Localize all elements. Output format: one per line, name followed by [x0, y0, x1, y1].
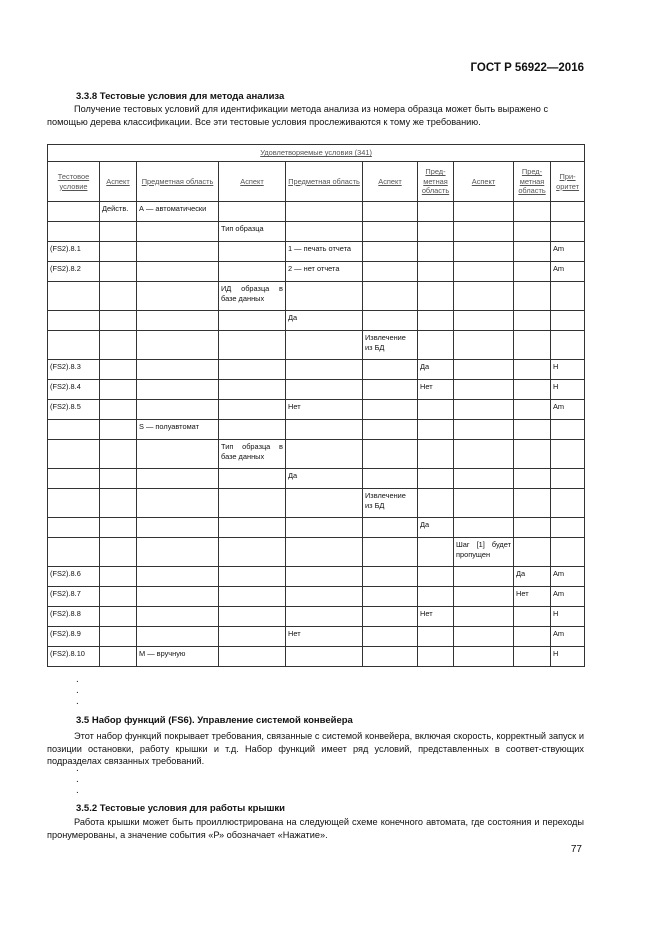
table-column-header: Предметная область: [137, 162, 219, 202]
table-cell: [286, 282, 363, 311]
table-cell: Am: [551, 627, 585, 647]
table-row: [48, 607, 585, 627]
table-cell: [418, 400, 454, 420]
table-cell: [454, 587, 514, 607]
table-cell: S — полуавтомат: [137, 420, 219, 440]
table-cell: [100, 627, 137, 647]
table-cell: [137, 607, 219, 627]
table-cell: H: [551, 607, 585, 627]
table-cell: [286, 331, 363, 360]
table-column-header: Аспект: [363, 162, 418, 202]
table-cell: (FS2).8.7: [48, 587, 100, 607]
table-cell: [363, 607, 418, 627]
section-3-3-8-heading: 3.3.8 Тестовые условия для метода анализа: [76, 91, 285, 102]
ellipsis-dot: .: [76, 763, 79, 774]
table-cell: [418, 242, 454, 262]
table-cell: [418, 311, 454, 331]
table-cell: [418, 538, 454, 567]
table-cell: [551, 420, 585, 440]
table-cell: [286, 202, 363, 222]
table-cell: [286, 567, 363, 587]
table-cell: [48, 469, 100, 489]
table-cell: H: [551, 647, 585, 667]
test-conditions-table: [47, 144, 585, 667]
table-cell: [286, 647, 363, 667]
table-cell: [48, 440, 100, 469]
table-cell: [48, 282, 100, 311]
table-cell: [514, 627, 551, 647]
table-cell: Нет: [418, 380, 454, 400]
table-cell: [418, 489, 454, 518]
table-cell: [551, 282, 585, 311]
table-cell: [454, 489, 514, 518]
table-cell: Да: [286, 311, 363, 331]
table-cell: [219, 538, 286, 567]
table-cell: (FS2).8.1: [48, 242, 100, 262]
table-cell: (FS2).8.2: [48, 262, 100, 282]
table-cell: (FS2).8.4: [48, 380, 100, 400]
table-cell: [514, 647, 551, 667]
table-cell: [137, 282, 219, 311]
table-cell: Нет: [286, 400, 363, 420]
table-cell: [514, 420, 551, 440]
table-cell: [286, 380, 363, 400]
table-cell: [363, 518, 418, 538]
table-row: [48, 282, 585, 311]
table-cell: [100, 262, 137, 282]
table-cell: [100, 440, 137, 469]
section-3-5-2-paragraph: Работа крышки может быть проиллюстрирована на следующей схеме конечного автомата, где состояния и переходы пронумерованы, а значение события «Р» обозначает «Нажатие».: [47, 817, 584, 840]
table-cell: 1 — печать отчета: [286, 242, 363, 262]
table-cell: [514, 282, 551, 311]
table-cell: [363, 440, 418, 469]
table-cell: [219, 489, 286, 518]
table-cell: [100, 647, 137, 667]
table-cell: [418, 627, 454, 647]
table-cell: [137, 311, 219, 331]
section-3-3-8-paragraph: Получение тестовых условий для идентификации метода анализа из номера образца может быть выражено с помощью дерева классификации. Все эти тестовые условия прослеживаются к тому же требованию.: [47, 104, 549, 127]
table-body: [48, 202, 585, 667]
table-cell: [100, 469, 137, 489]
table-cell: [219, 647, 286, 667]
table-cell: [418, 282, 454, 311]
table-cell: [418, 647, 454, 667]
table-cell: [219, 331, 286, 360]
table-cell: [137, 627, 219, 647]
table-column-header: Аспект: [454, 162, 514, 202]
ellipsis-dot: .: [76, 696, 79, 707]
table-row: [48, 489, 585, 518]
table-cell: [514, 360, 551, 380]
table-cell: [100, 331, 137, 360]
table-row: [48, 242, 585, 262]
table-cell: [286, 420, 363, 440]
table-cell: [514, 518, 551, 538]
table-cell: [551, 202, 585, 222]
table-row: [48, 538, 585, 567]
table-cell: [363, 360, 418, 380]
table-cell: [100, 538, 137, 567]
table-cell: [363, 222, 418, 242]
table-cell: [286, 222, 363, 242]
document-standard-header: ГОСТ Р 56922—2016: [470, 62, 584, 74]
table-cell: Шаг [1] будет пропущен: [454, 538, 514, 567]
table-cell: [363, 311, 418, 331]
table-cell: ИД образца в базе данных: [219, 282, 286, 311]
table-cell: (FS2).8.10: [48, 647, 100, 667]
table-cell: Am: [551, 587, 585, 607]
table-cell: [418, 567, 454, 587]
table-cell: [137, 222, 219, 242]
table-cell: [454, 262, 514, 282]
table-cell: [219, 311, 286, 331]
table-cell: [137, 469, 219, 489]
table-cell: 2 — нет отчета: [286, 262, 363, 282]
table-column-header: Аспект: [219, 162, 286, 202]
table-cell: [286, 360, 363, 380]
table-cell: [363, 469, 418, 489]
table-row: [48, 222, 585, 242]
table-cell: (FS2).8.8: [48, 607, 100, 627]
table-cell: [363, 627, 418, 647]
table-cell: [454, 380, 514, 400]
table-row: [48, 262, 585, 282]
ellipsis-dot: .: [76, 685, 79, 696]
table-cell: [100, 587, 137, 607]
table-row: [48, 331, 585, 360]
table-cell: [514, 222, 551, 242]
table-cell: [363, 538, 418, 567]
table-cell: [137, 331, 219, 360]
table-row: [48, 647, 585, 667]
table-cell: [48, 202, 100, 222]
table-column-header: Предметная область: [286, 162, 363, 202]
table-cell: [514, 607, 551, 627]
table-column-header: Тестовое условие: [48, 162, 100, 202]
table-cell: [219, 587, 286, 607]
table-cell: [219, 202, 286, 222]
table-cell: [418, 587, 454, 607]
table-cell: [551, 222, 585, 242]
table-cell: Да: [514, 567, 551, 587]
table-cell: [418, 331, 454, 360]
ellipsis-dots: [76, 674, 79, 707]
table-cell: [219, 567, 286, 587]
table-cell: [219, 469, 286, 489]
table-cell: H: [551, 380, 585, 400]
table-cell: [219, 607, 286, 627]
table-cell: [363, 647, 418, 667]
table-cell: [418, 469, 454, 489]
table-cell: [363, 567, 418, 587]
table-cell: [551, 538, 585, 567]
table-cell: [551, 518, 585, 538]
table-cell: [137, 489, 219, 518]
table-cell: [418, 202, 454, 222]
table-cell: [100, 311, 137, 331]
table-cell: [514, 380, 551, 400]
table-cell: [100, 380, 137, 400]
table-cell: [363, 262, 418, 282]
table-cell: [219, 627, 286, 647]
table-cell: [514, 469, 551, 489]
table-cell: [363, 282, 418, 311]
table-cell: [454, 282, 514, 311]
table-cell: Действ.: [100, 202, 137, 222]
table-cell: [137, 360, 219, 380]
ellipsis-dot: .: [76, 785, 79, 796]
table-cell: Тип образца в базе данных: [219, 440, 286, 469]
table-column-header: Пред-метная область: [514, 162, 551, 202]
table-cell: [100, 567, 137, 587]
table-cell: Извлечение из БД: [363, 331, 418, 360]
table-cell: [286, 489, 363, 518]
table-cell: [454, 331, 514, 360]
table-cell: [48, 538, 100, 567]
table-cell: [48, 489, 100, 518]
table-cell: [514, 242, 551, 262]
table-cell: [454, 567, 514, 587]
table-row: [48, 518, 585, 538]
table-cell: [363, 380, 418, 400]
table-cell: [137, 400, 219, 420]
table-cell: [286, 440, 363, 469]
table-row: [48, 440, 585, 469]
table-cell: Извлечение из БД: [363, 489, 418, 518]
table-cell: H: [551, 360, 585, 380]
table-cell: [137, 538, 219, 567]
table-cell: [100, 360, 137, 380]
table-cell: [514, 331, 551, 360]
table-cell: [363, 420, 418, 440]
page-number: 77: [570, 844, 582, 855]
table-cell: [100, 282, 137, 311]
table-cell: (FS2).8.6: [48, 567, 100, 587]
table-cell: [454, 440, 514, 469]
section-3-5-2-heading: 3.5.2 Тестовые условия для работы крышки: [76, 803, 286, 814]
table-cell: [48, 518, 100, 538]
section-3-5-paragraph: Этот набор функций покрывает требования, связанные с системой конвейера, включая скорость, корректный запуск и позиции остановки, работу крышки и т.д. Набор функций имеет ряд условий, представленных в соответ-ствующих подразделах связанных требований.: [47, 731, 584, 766]
table-cell: [454, 607, 514, 627]
table-row: [48, 587, 585, 607]
table-cell: [514, 262, 551, 282]
table-cell: [137, 587, 219, 607]
table-cell: [100, 607, 137, 627]
table-cell: [454, 400, 514, 420]
table-cell: [219, 360, 286, 380]
table-cell: [219, 380, 286, 400]
table-cell: [551, 331, 585, 360]
ellipsis-dot: .: [76, 674, 79, 685]
table-cell: [48, 331, 100, 360]
table-cell: [137, 518, 219, 538]
table-cell: [100, 518, 137, 538]
table-row: [48, 400, 585, 420]
table-cell: [454, 627, 514, 647]
table-cell: [454, 420, 514, 440]
table-cell: [454, 647, 514, 667]
table-row: [48, 469, 585, 489]
table-column-header: Пред-метная область: [418, 162, 454, 202]
table-cell: [48, 311, 100, 331]
table-cell: (FS2).8.9: [48, 627, 100, 647]
table-cell: Am: [551, 242, 585, 262]
table-cell: [137, 242, 219, 262]
table-cell: Нет: [418, 607, 454, 627]
table-cell: [514, 400, 551, 420]
table-cell: [514, 440, 551, 469]
table-cell: [363, 400, 418, 420]
table-row: [48, 311, 585, 331]
table-cell: [454, 202, 514, 222]
table-row: [48, 380, 585, 400]
table-cell: [100, 420, 137, 440]
table-cell: [418, 262, 454, 282]
table-cell: [551, 469, 585, 489]
table-cell: [418, 222, 454, 242]
table-cell: [551, 311, 585, 331]
table-row: [48, 360, 585, 380]
table-cell: [363, 202, 418, 222]
table-cell: М — вручную: [137, 647, 219, 667]
table-cell: [219, 420, 286, 440]
table-cell: [48, 222, 100, 242]
table-cell: [219, 518, 286, 538]
table-cell: [514, 538, 551, 567]
table-row: [48, 202, 585, 222]
table-cell: [454, 222, 514, 242]
table-cell: (FS2).8.5: [48, 400, 100, 420]
table-cell: Да: [418, 518, 454, 538]
table-cell: Am: [551, 262, 585, 282]
table-column-header: Аспект: [100, 162, 137, 202]
table-cell: [514, 311, 551, 331]
table-cell: [286, 518, 363, 538]
table-cell: (FS2).8.3: [48, 360, 100, 380]
table-row: [48, 567, 585, 587]
table-cell: Нет: [514, 587, 551, 607]
table-cell: Нет: [286, 627, 363, 647]
table-cell: [454, 311, 514, 331]
table-cell: [137, 380, 219, 400]
table-row: [48, 627, 585, 647]
table-cell: [48, 420, 100, 440]
table-cell: [418, 420, 454, 440]
table-cell: Да: [418, 360, 454, 380]
table-column-header-row: [48, 162, 585, 202]
table-cell: [286, 538, 363, 567]
table-cell: Am: [551, 567, 585, 587]
table-cell: [551, 440, 585, 469]
table-cell: [454, 469, 514, 489]
table-cell: [514, 202, 551, 222]
table-cell: [219, 242, 286, 262]
table-cell: [137, 262, 219, 282]
ellipsis-dots: [76, 763, 79, 796]
table-cell: Тип образца: [219, 222, 286, 242]
table-cell: [219, 400, 286, 420]
table-cell: [100, 489, 137, 518]
table-cell: [100, 400, 137, 420]
table-cell: [363, 242, 418, 262]
table-cell: [100, 222, 137, 242]
table-cell: А — автоматически: [137, 202, 219, 222]
table-cell: Да: [286, 469, 363, 489]
table-cell: [551, 489, 585, 518]
table-cell: [100, 242, 137, 262]
table-cell: [286, 607, 363, 627]
table-cell: [454, 518, 514, 538]
table-cell: [454, 360, 514, 380]
table-cell: [514, 489, 551, 518]
table-cell: [418, 440, 454, 469]
section-3-5-heading: 3.5 Набор функций (FS6). Управление системой конвейера: [76, 715, 353, 726]
table-cell: [363, 587, 418, 607]
table-row: [48, 420, 585, 440]
table-group-header: Удовлетворяемые условия (341): [48, 145, 585, 162]
table-cell: [137, 440, 219, 469]
table-column-header: При-оритет: [551, 162, 585, 202]
table-cell: [286, 587, 363, 607]
table-cell: [219, 262, 286, 282]
ellipsis-dot: .: [76, 774, 79, 785]
table-cell: [137, 567, 219, 587]
table-cell: [454, 242, 514, 262]
table-cell: Am: [551, 400, 585, 420]
